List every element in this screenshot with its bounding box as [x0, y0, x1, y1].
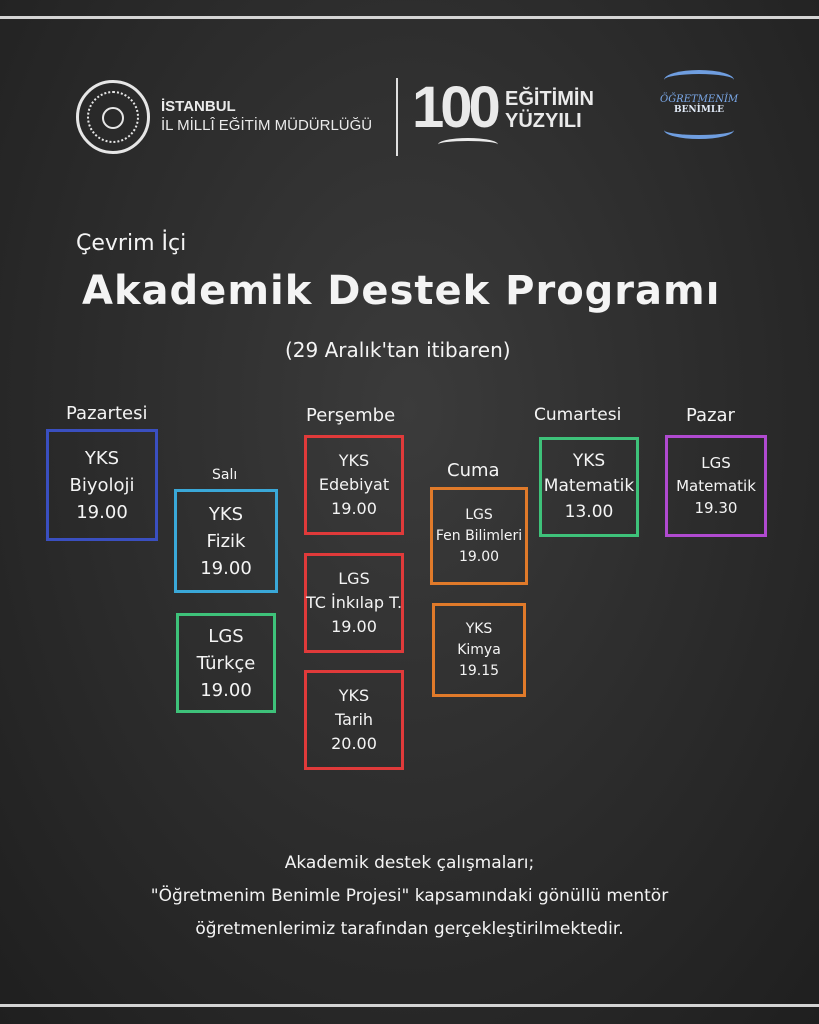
exam-type: YKS [338, 451, 370, 470]
bottom-border-line [0, 1004, 819, 1007]
day-label-sali: Salı [212, 467, 238, 483]
subject: Matematik [676, 476, 756, 495]
subject: Biyoloji [69, 474, 135, 496]
time: 19.00 [458, 548, 500, 565]
org-line1: İSTANBUL [161, 98, 236, 115]
subject: Edebiyat [318, 475, 390, 494]
org-line2: İL MİLLÎ EĞİTİM MÜDÜRLÜĞÜ [161, 117, 373, 134]
time: 19.00 [76, 501, 128, 523]
session-card-persembe-inkilap [304, 553, 404, 653]
page-title: Akademik Destek Programı [82, 268, 721, 314]
time: 20.00 [331, 734, 377, 753]
subject: Matematik [543, 476, 635, 497]
footer-note [0, 847, 819, 946]
session-card-cumartesi-matematik [539, 437, 639, 537]
subject: Kimya [457, 641, 501, 658]
open-book-icon [438, 138, 498, 151]
day-label-cumartesi: Cumartesi [534, 405, 622, 425]
day-label-pazartesi: Pazartesi [66, 403, 148, 424]
exam-type: LGS [701, 454, 731, 473]
time: 19.00 [331, 617, 377, 636]
centennial-text [505, 88, 594, 132]
exam-type: LGS [338, 569, 370, 588]
session-card-pazartesi-biyoloji [46, 429, 158, 541]
centennial-line2: YÜZYILI [505, 110, 582, 132]
subject: Türkçe [196, 652, 256, 674]
subject: Fizik [206, 530, 246, 552]
header-divider [396, 78, 398, 156]
time: 19.00 [331, 499, 377, 518]
title-prefix: Çevrim İçi [76, 231, 187, 256]
day-label-pazar: Pazar [686, 405, 735, 426]
day-label-cuma: Cuma [447, 460, 500, 481]
centennial-number: 100 [412, 75, 497, 140]
session-card-persembe-tarih [304, 670, 404, 770]
footer-line1: Akademik destek çalışmaları; [284, 853, 535, 873]
session-card-sali-fizik [174, 489, 278, 593]
day-label-persembe: Perşembe [306, 405, 396, 426]
base-icon [664, 121, 734, 139]
time: 19.00 [200, 679, 252, 701]
org-name [161, 97, 372, 135]
project-logo-line1: ÖĞRETMENİM [660, 94, 739, 105]
exam-type: YKS [338, 686, 370, 705]
exam-type: YKS [208, 503, 244, 525]
time: 19.00 [200, 557, 252, 579]
exam-type: LGS [208, 625, 244, 647]
time: 13.00 [564, 501, 614, 522]
subject: Tarih [334, 710, 374, 729]
session-card-sali-turkce [176, 613, 276, 713]
exam-type: LGS [465, 506, 493, 523]
exam-type: YKS [465, 620, 493, 637]
session-card-pazar-matematik [665, 435, 767, 537]
date-note: (29 Aralık'tan itibaren) [285, 338, 511, 362]
meb-emblem-icon [76, 80, 150, 154]
time: 19.30 [694, 499, 738, 518]
exam-type: YKS [572, 450, 606, 471]
session-card-persembe-edebiyat [304, 435, 404, 535]
subject: Fen Bilimleri [435, 527, 523, 544]
footer-line3: öğretmenlerimiz tarafından gerçekleştirilmektedir. [195, 919, 624, 939]
centennial-line1: EĞİTİMİN [505, 88, 594, 110]
project-logo-line2: BENİMLE [673, 105, 725, 115]
time: 19.15 [458, 662, 500, 679]
session-card-cuma-fen [430, 487, 528, 585]
session-card-cuma-kimya [432, 603, 526, 697]
roof-icon [664, 70, 734, 90]
footer-line2: "Öğretmenim Benimle Projesi" kapsamındaki gönüllü mentör [150, 886, 669, 906]
project-logo [660, 70, 738, 166]
top-border-line [0, 16, 819, 19]
exam-type: YKS [84, 447, 120, 469]
subject: TC İnkılap T. [305, 593, 403, 612]
